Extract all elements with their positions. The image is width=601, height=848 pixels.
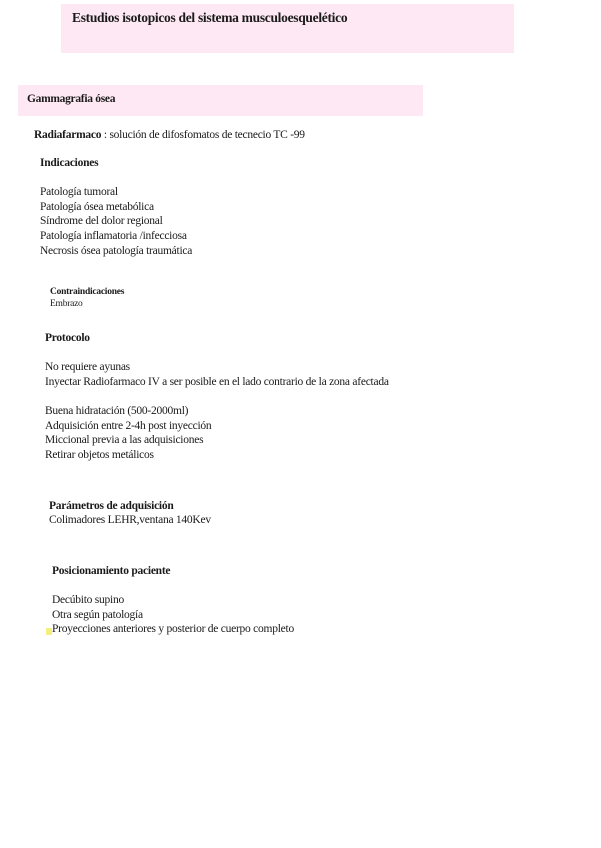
list-item: No requiere ayunas: [45, 361, 130, 373]
radiofarmaco-label: Radiafarmaco: [34, 129, 102, 141]
list-item: Síndrome del dolor regional: [40, 215, 163, 228]
list-item: Colimadores LEHR,ventana 140Kev: [49, 514, 211, 526]
indicaciones-heading: Indicaciones: [40, 157, 99, 169]
list-item: Patología tumoral: [40, 186, 118, 198]
list-item: Retirar objetos metálicos: [45, 449, 154, 462]
list-item: Inyectar Radiofarmaco IV a ser posible en el lado contrario de la zona afectada: [45, 375, 389, 388]
section-title: Gammagrafia ósea: [27, 93, 116, 105]
section-header-banner: [18, 85, 423, 116]
list-item: Otra según patología: [52, 608, 143, 621]
posicionamiento-list: [52, 593, 294, 637]
parametros-list: [49, 513, 211, 528]
posicionamiento-heading: Posicionamiento paciente: [52, 565, 171, 577]
protocolo-heading: Protocolo: [45, 332, 90, 344]
document-title: Estudios isotopicos del sistema musculoesquelético: [72, 10, 348, 25]
protocolo-list-b: [45, 404, 211, 463]
list-item: Adquisición entre 2-4h post inyección: [45, 419, 212, 432]
highlight-mark: [46, 628, 52, 635]
list-item: Decúbito supino: [52, 594, 124, 606]
list-item: Proyecciones anteriores y posterior de cuerpo completo: [52, 623, 294, 636]
list-item: Buena hidratación (500-2000ml): [45, 405, 189, 417]
parametros-heading: Parámetros de adquisición: [49, 500, 174, 512]
contraindicaciones-list: [50, 298, 83, 310]
radiofarmaco-text: : solución de difosfomatos de tecnecio TC -99: [101, 129, 305, 141]
radiofarmaco-line: [34, 128, 305, 143]
document-title-banner: [61, 4, 514, 53]
list-item: Miccional previa a las adquisiciones: [45, 434, 204, 447]
list-item: Patología ósea metabólica: [40, 200, 154, 213]
list-item: Patología inflamatoria /infecciosa: [40, 230, 187, 243]
contraindicaciones-heading: Contraindicaciones: [50, 287, 125, 297]
list-item: Embrazo: [50, 299, 83, 309]
indicaciones-list: [40, 185, 192, 259]
protocolo-list-a: [45, 360, 389, 389]
list-item: Necrosis ósea patología traumática: [40, 244, 193, 257]
